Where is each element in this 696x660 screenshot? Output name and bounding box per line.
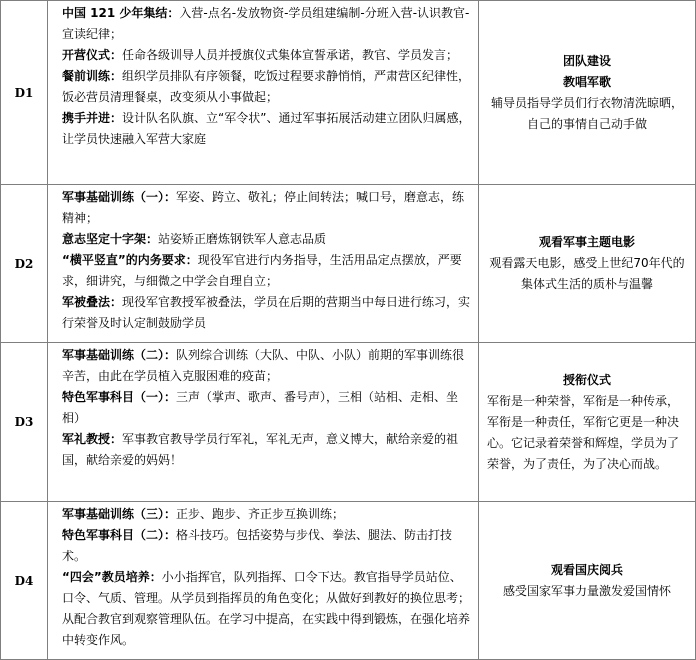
table-row	[1, 502, 696, 660]
activity-text: 队列综合训练（大队、中队、小队）前期的军事训练很辛苦，由此在学员植入克服困难的疫苗；	[62, 348, 465, 383]
evening-cell	[479, 343, 696, 502]
activity-label: 中国 121 少年集结：	[62, 6, 180, 20]
activity-item	[62, 525, 472, 567]
activity-item	[62, 3, 472, 45]
activity-label: 军事基础训练（二）：	[62, 348, 177, 362]
activity-label: 开营仪式：	[62, 48, 123, 62]
evening-title: 观看国庆阅兵	[550, 562, 623, 577]
activity-label: 特色军事科目（一）：	[62, 390, 177, 404]
activity-text: 现役军官教授军被叠法，学员在后期的营期当中每日进行练习，实行荣誉及时认定制鼓励学员	[62, 295, 471, 330]
evening-description: 军衔是一种荣誉，军衔是一种传承，军衔是一种责任，军衔它更是一种决心。它记录着荣誉和辉煌，学员为了荣誉，为了责任，为了决心而战。	[487, 393, 680, 471]
activity-item	[62, 345, 472, 387]
evening-cell	[479, 502, 696, 660]
activity-item	[62, 187, 472, 229]
activity-cell	[48, 502, 479, 660]
activity-label: 军被叠法：	[62, 295, 123, 309]
evening-description: 观看露天电影，感受上世纪70年代的集体式生活的质朴与温馨	[489, 256, 685, 291]
evening-description: 辅导员指导学员们行衣物清洗晾晒，自己的事情自己动手做	[490, 95, 683, 131]
table-row	[1, 1, 696, 185]
activity-item	[62, 66, 472, 108]
activity-item	[62, 504, 472, 525]
evening-cell	[479, 1, 696, 185]
activity-label: 意志坚定十字架：	[62, 232, 159, 246]
evening-title: 授衔仪式	[562, 372, 611, 387]
activity-item	[62, 45, 472, 66]
activity-label: 军事基础训练（一）：	[62, 190, 177, 204]
activity-cell	[48, 343, 479, 502]
activity-label: 军礼教授：	[62, 432, 123, 446]
activity-label: “横平竖直”的内务要求：	[62, 253, 198, 267]
day-cell: D1	[1, 1, 48, 185]
activity-text: 小小指挥官，队列指挥、口令下达。教官指导学员站位、口令、气质、管理。从学员到指挥员的角色变化；从做好到教好的换位思考；从配合教官到观察管理队伍。在学习中提高，在实践中得到锻炼，在强化培养中转变作风。	[62, 570, 471, 647]
activity-item	[62, 567, 472, 651]
day-cell: D3	[1, 343, 48, 502]
activity-item	[62, 250, 472, 292]
activity-cell	[48, 1, 479, 185]
activity-label: 特色军事科目（二）：	[62, 528, 177, 542]
evening-title: 教唱军歌	[562, 74, 611, 89]
activity-label: 携手并进：	[62, 111, 123, 125]
activity-label: 军事基础训练（三）：	[62, 507, 177, 521]
evening-title: 观看军事主题电影	[538, 235, 635, 249]
activity-text: 站姿矫正磨炼钢铁军人意志品质	[158, 232, 327, 246]
day-cell: D4	[1, 502, 48, 660]
day-cell: D2	[1, 185, 48, 343]
evening-cell	[479, 185, 696, 343]
activity-cell	[48, 185, 479, 343]
activity-text: 任命各级训导人员并授旗仪式集体宣誓承诺，教官、学员发言；	[122, 48, 459, 62]
activity-item	[62, 429, 472, 471]
table-row	[1, 343, 696, 502]
activity-item	[62, 292, 472, 334]
activity-text: 入营-点名-发放物资-学员组建编制-分班入营-认识教官-宣读纪律；	[62, 6, 470, 41]
activity-item	[62, 229, 472, 250]
evening-title: 团队建设	[562, 53, 611, 68]
table-row	[1, 185, 696, 343]
activity-text: 军事教官教导学员行军礼，军礼无声，意义博大，献给亲爱的祖国，献给亲爱的妈妈！	[62, 432, 459, 467]
activity-text: 组织学员排队有序领餐，吃饭过程要求静悄悄，严肃营区纪律性，饭必营员清理餐桌，改变须从小事做起；	[62, 69, 471, 104]
activity-text: 设计队名队旗、立“军令状”、通过军事拓展活动建立团队归属感，让学员快速融入军营大家庭	[62, 111, 471, 146]
activity-text: 三声（掌声、歌声、番号声），三相（站相、走相、坐相）	[62, 390, 459, 425]
activity-label: 餐前训练：	[62, 69, 123, 83]
activity-label: “四会”教员培养：	[62, 570, 162, 584]
activity-text: 现役军官进行内务指导，生活用品定点摆放，严要求，细讲究，与细微之中学会自理自立；	[62, 253, 462, 288]
activity-text: 正步、跑步、齐正步互换训练；	[176, 507, 345, 521]
evening-description: 感受国家军事力量激发爱国情怀	[502, 583, 671, 598]
activity-text: 军姿、跨立、敬礼；停止间转法；喊口号，磨意志，练精神；	[62, 190, 465, 225]
activity-item	[62, 108, 472, 150]
activity-item	[62, 387, 472, 429]
activity-text: 格斗技巧。包括姿势与步伐、拳法、腿法、防击打技术。	[62, 528, 453, 563]
